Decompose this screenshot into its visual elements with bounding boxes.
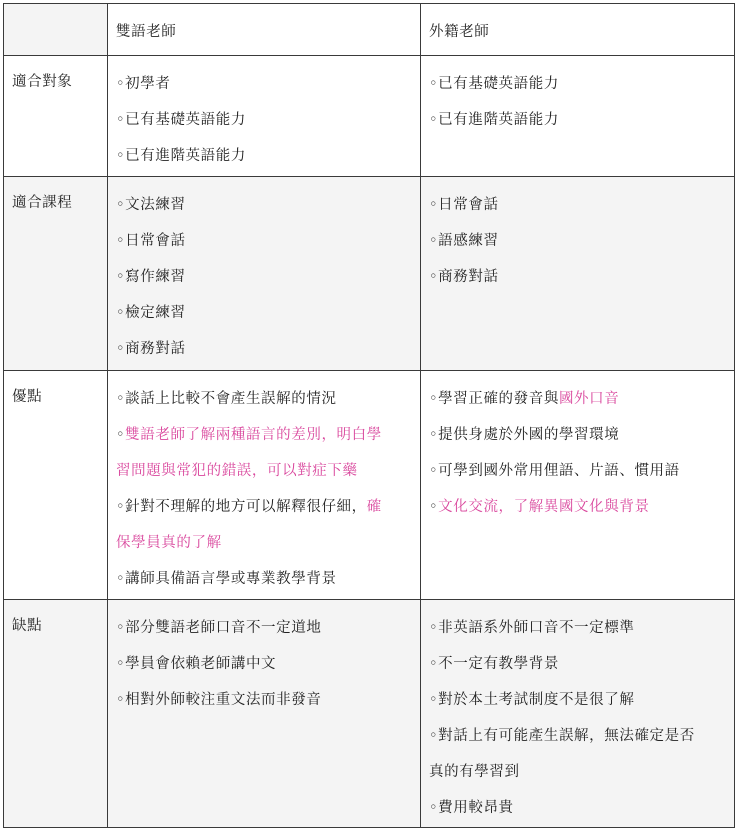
- cell-line: [429, 259, 726, 295]
- cell-line: [429, 102, 726, 138]
- row-label: 缺點: [12, 618, 43, 634]
- row-label: 優點: [12, 389, 43, 405]
- cell-line: [429, 223, 726, 259]
- foreign-lines: [421, 56, 734, 138]
- line-text: ◦針對不理解的地方可以解釋很仔細，: [116, 499, 367, 515]
- cell-line: [429, 790, 726, 826]
- line-text: ◦初學者: [116, 76, 171, 92]
- cell-line: [116, 646, 412, 682]
- line-text: ◦相對外師較注重文法而非發音: [116, 692, 322, 708]
- cell-line: [116, 381, 412, 417]
- cell-line: [429, 381, 726, 417]
- line-text: ◦已有進階英語能力: [429, 112, 559, 128]
- row-label-cell: [4, 371, 108, 600]
- header-corner-cell: [4, 4, 108, 56]
- row-label-cell: [4, 600, 108, 828]
- cell-line: [429, 417, 726, 453]
- header-foreign-cell: [421, 4, 735, 56]
- line-text: ◦非英語系外師口音不一定標準: [429, 620, 635, 636]
- cell-line: [116, 610, 412, 646]
- line-text: ◦費用較昂貴: [429, 800, 514, 816]
- cell-line: [116, 295, 412, 331]
- foreign-cell: [421, 56, 735, 177]
- cell-line: [429, 646, 726, 682]
- line-text: ◦文法練習: [116, 197, 186, 213]
- highlighted-text: 確: [366, 499, 382, 515]
- row-target-audience: [4, 56, 735, 177]
- cell-line: [116, 138, 412, 174]
- bilingual-lines: [108, 56, 420, 174]
- row-label-cell: [4, 177, 108, 371]
- line-text: ◦講師具備語言學或專業教學背景: [116, 571, 337, 587]
- line-text: ◦已有基礎英語能力: [429, 76, 559, 92]
- cell-line: [116, 66, 412, 102]
- header-bilingual-teacher: 雙語老師: [116, 24, 177, 40]
- cell-line: [116, 682, 412, 718]
- cell-line: [116, 417, 412, 453]
- row-label: 適合對象: [12, 74, 73, 90]
- cell-line: [429, 610, 726, 646]
- bilingual-lines: [108, 371, 420, 597]
- foreign-cell: [421, 600, 735, 828]
- cell-line: [429, 187, 726, 223]
- cell-line: [116, 453, 412, 489]
- line-text: ◦談話上比較不會產生誤解的情況: [116, 391, 337, 407]
- line-text: ◦: [116, 427, 126, 443]
- line-text: ◦可學到國外常用俚語、片語、慣用語: [429, 463, 680, 479]
- bilingual-lines: [108, 177, 420, 367]
- line-text: ◦已有進階英語能力: [116, 148, 246, 164]
- cell-line: [116, 223, 412, 259]
- line-text: ◦提供身處於外國的學習環境: [429, 427, 620, 443]
- foreign-lines: [421, 177, 734, 295]
- header-foreign-teacher: 外籍老師: [429, 24, 490, 40]
- highlighted-text: 習問題與常犯的錯誤，可以對症下藥: [116, 463, 358, 479]
- line-text: 真的有學習到: [429, 764, 520, 780]
- cell-line: [429, 489, 726, 525]
- line-text: ◦學員會依賴老師講中文: [116, 656, 277, 672]
- line-text: ◦檢定練習: [116, 305, 186, 321]
- foreign-cell: [421, 177, 735, 371]
- highlighted-text: 國外口音: [558, 391, 620, 407]
- highlighted-text: 文化交流，了解異國文化與背景: [438, 499, 650, 515]
- cell-line: [429, 66, 726, 102]
- line-text: ◦商務對話: [116, 341, 186, 357]
- header-bilingual-cell: [108, 4, 421, 56]
- row-label-cell: [4, 56, 108, 177]
- line-text: ◦寫作練習: [116, 269, 186, 285]
- row-label: 適合課程: [12, 195, 73, 211]
- bilingual-cell: [108, 56, 421, 177]
- highlighted-text: 雙語老師了解兩種語言的差別，明白學: [125, 427, 382, 443]
- foreign-lines: [421, 600, 734, 826]
- cell-line: [429, 754, 726, 790]
- row-suitable-courses: [4, 177, 735, 371]
- cell-line: [116, 331, 412, 367]
- comparison-table: [3, 3, 735, 828]
- foreign-lines: [421, 371, 734, 525]
- cell-line: [116, 187, 412, 223]
- highlighted-text: 保學員真的了解: [116, 535, 222, 551]
- cell-line: [116, 489, 412, 525]
- cell-line: [429, 453, 726, 489]
- cell-line: [429, 718, 726, 754]
- bilingual-cell: [108, 371, 421, 600]
- cell-line: [429, 682, 726, 718]
- line-text: ◦日常會話: [116, 233, 186, 249]
- cell-line: [116, 259, 412, 295]
- row-disadvantages: [4, 600, 735, 828]
- bilingual-cell: [108, 177, 421, 371]
- cell-line: [116, 561, 412, 597]
- bilingual-lines: [108, 600, 420, 718]
- line-text: ◦學習正確的發音與: [429, 391, 559, 407]
- line-text: ◦對話上有可能產生誤解，無法確定是否: [429, 728, 695, 744]
- line-text: ◦不一定有教學背景: [429, 656, 559, 672]
- header-row: [4, 4, 735, 56]
- cell-line: [116, 525, 412, 561]
- line-text: ◦語感練習: [429, 233, 499, 249]
- bilingual-cell: [108, 600, 421, 828]
- line-text: ◦日常會話: [429, 197, 499, 213]
- line-text: ◦已有基礎英語能力: [116, 112, 246, 128]
- line-text: ◦: [429, 499, 439, 515]
- line-text: ◦部分雙語老師口音不一定道地: [116, 620, 322, 636]
- cell-line: [116, 102, 412, 138]
- row-advantages: [4, 371, 735, 600]
- foreign-cell: [421, 371, 735, 600]
- line-text: ◦對於本土考試制度不是很了解: [429, 692, 635, 708]
- line-text: ◦商務對話: [429, 269, 499, 285]
